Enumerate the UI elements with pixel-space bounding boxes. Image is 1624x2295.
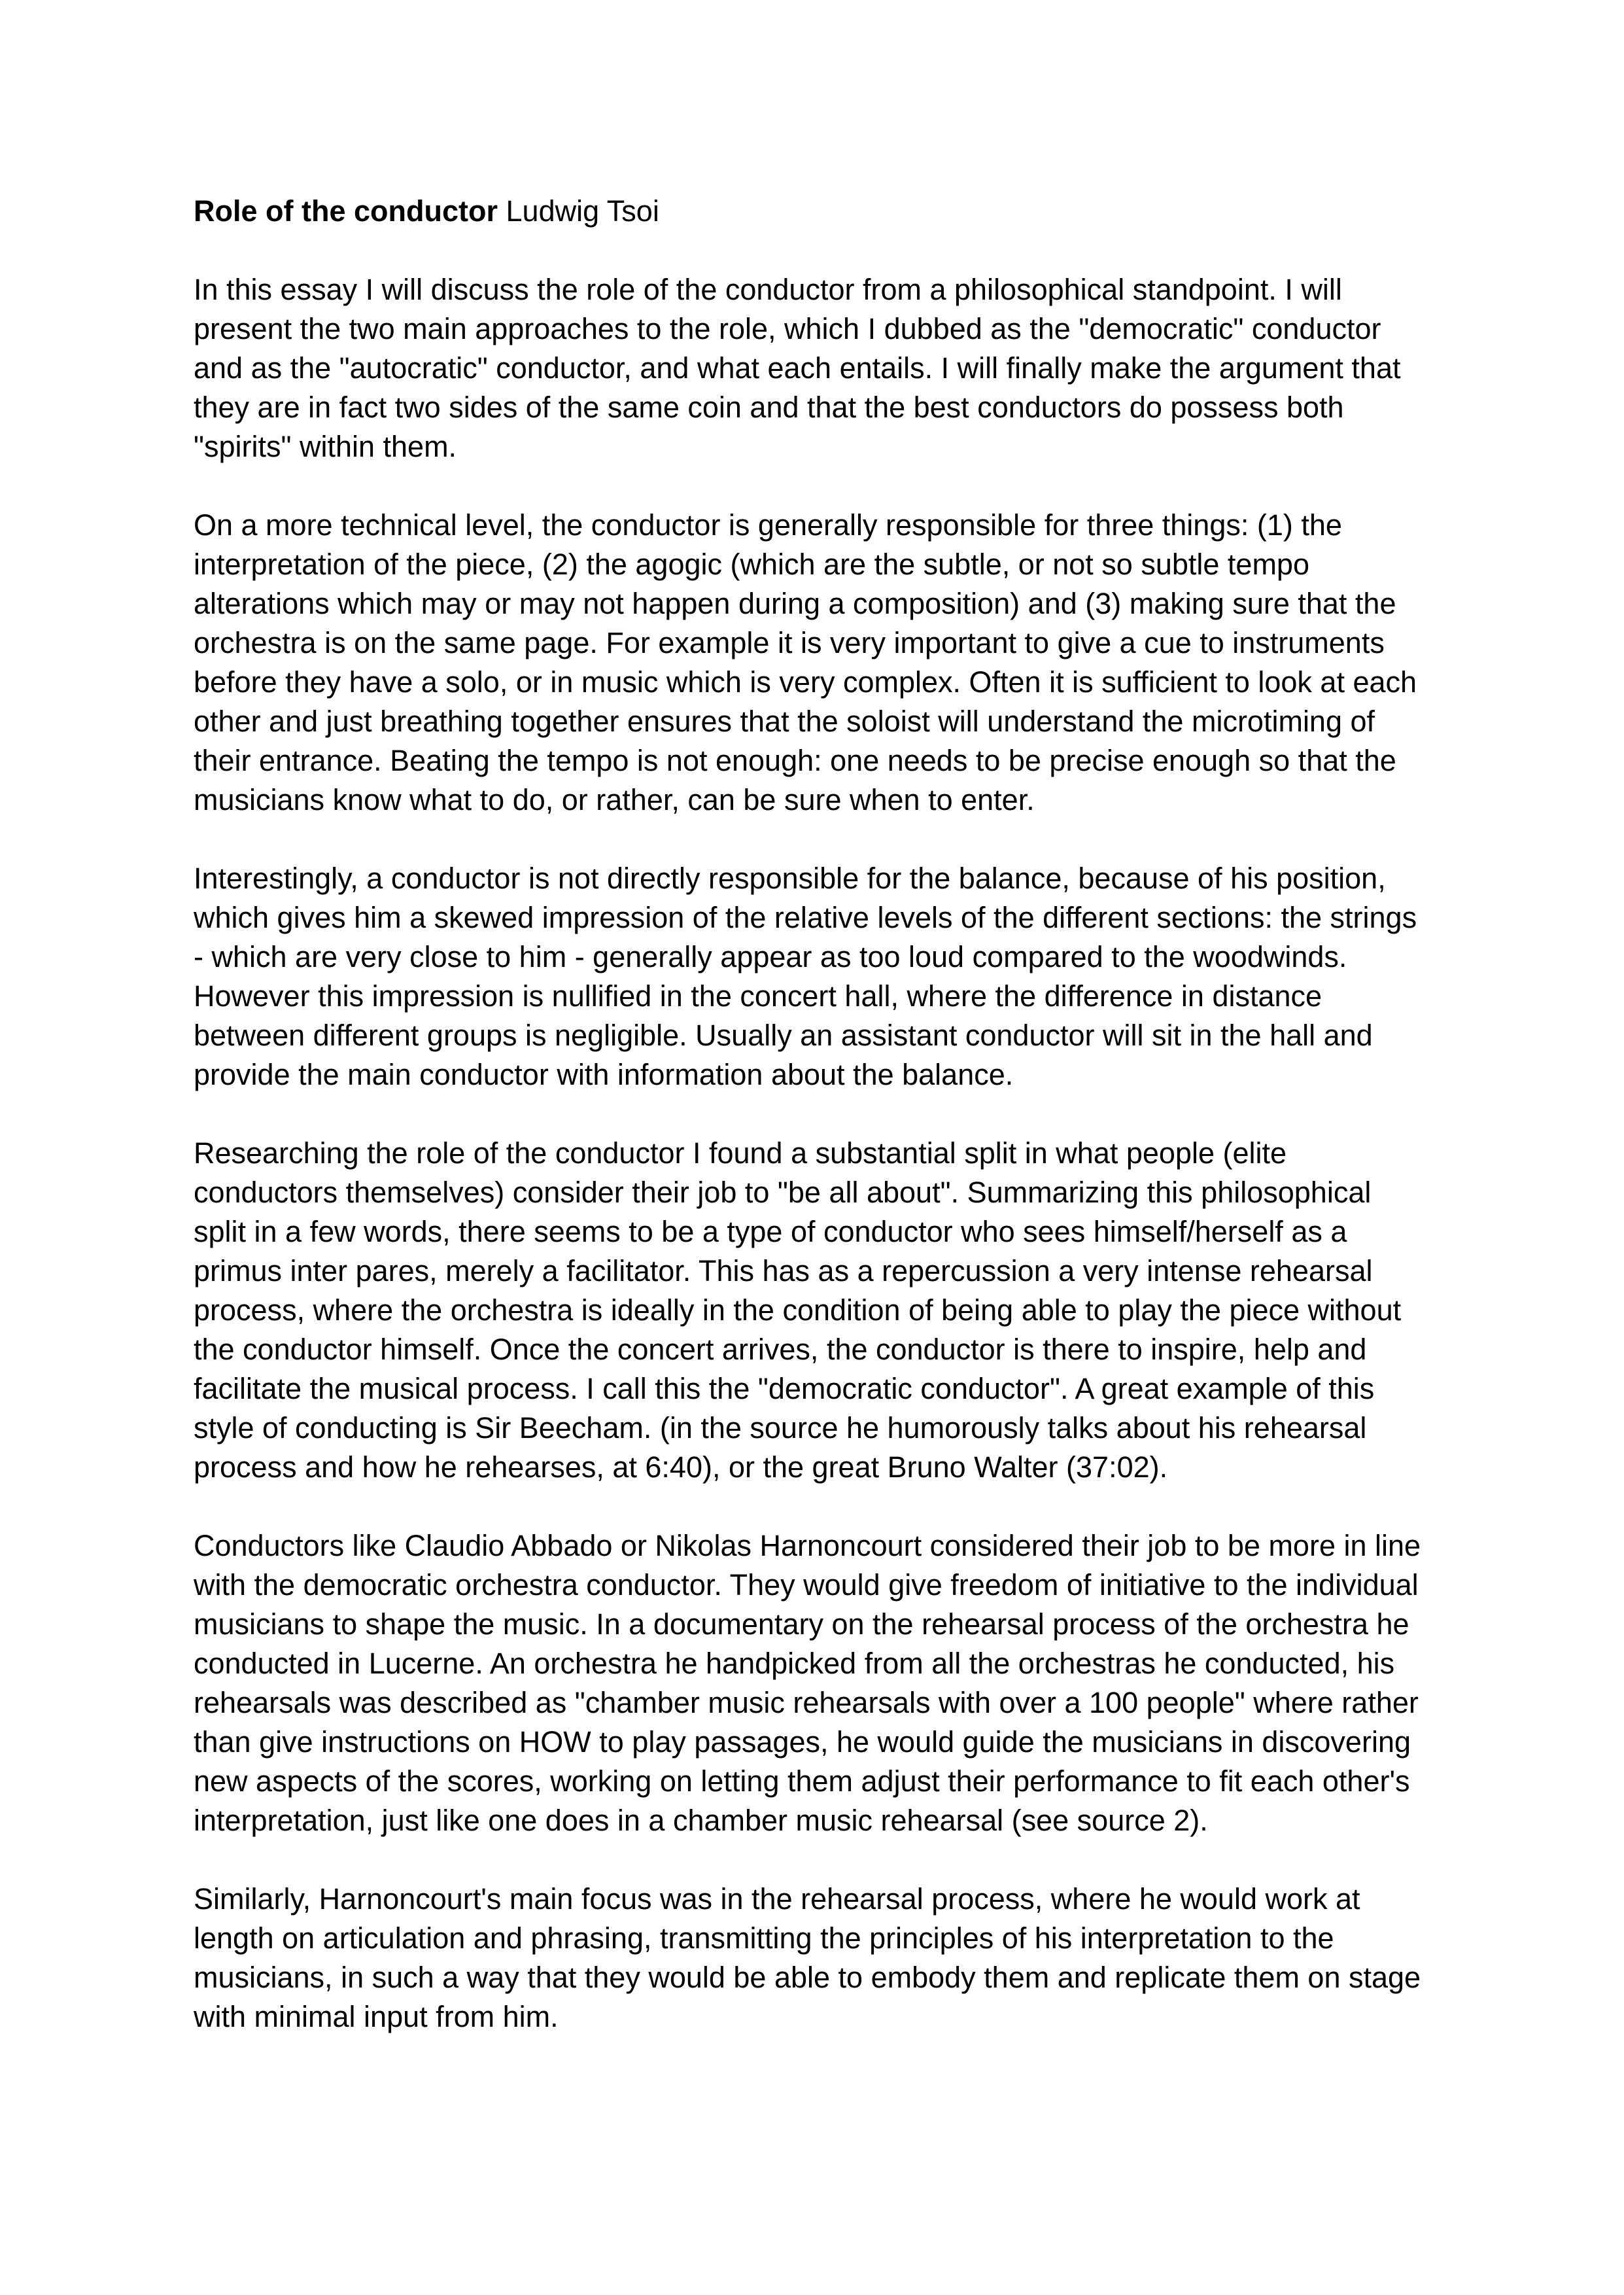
paragraph-abbado-harnoncourt: Conductors like Claudio Abbado or Nikolas Harnoncourt considered their job to be more in line with the democratic orchestra conductor. They would give freedom of initiative to the individual musicians to shape the music. In a documentary on the rehearsal process of the orchestra he conducted in Lucerne. An orchestra he handpicked from all the orchestras he conducted, his rehearsals was described as "chamber music rehearsals with over a 100 people" where rather than give instructions on HOW to play passages, he would guide the musicians in discovering new aspects of the scores, working on letting them adjust their performance to fit each other's interpretation, just like one does in a chamber music rehearsal (see source 2). <box>194 1529 1421 1837</box>
paragraph-balance: Interestingly, a conductor is not directly responsible for the balance, because of his position, which gives him a skewed impression of the relative levels of the different sections: the strings - which are very close to him - generally appear as too loud compared to the woodwinds. However this impression is nullified in the concert hall, where the difference in distance between different groups is negligible. Usually an assistant conductor will sit in the hall and provide the main conductor with information about the balance. <box>194 862 1417 1091</box>
essay-body <box>194 270 1430 2037</box>
paragraph-intro: In this essay I will discuss the role of the conductor from a philosophical standpoint. I will present the two main approaches to the role, which I dubbed as the "democratic" conductor and as the "autocratic" conductor, and what each entails. I will finally make the argument that they are in fact two sides of the same coin and that the best conductors do possess both "spirits" within them. <box>194 273 1401 463</box>
paragraph-democratic-conductor: Researching the role of the conductor I found a substantial split in what people (elite conductors themselves) consider their job to "be all about". Summarizing this philosophical split in a few words, there seems to be a type of conductor who sees himself/herself as a primus inter pares, merely a facilitator. This has as a repercussion a very intense rehearsal process, where the orchestra is ideally in the condition of being able to play the piece without the conductor himself. Once the concert arrives, the conductor is there to inspire, help and facilitate the musical process. I call this the "democratic conductor". A great example of this style of conducting is Sir Beecham. (in the source he humorously talks about his rehearsal process and how he rehearses, at 6:40), or the great Bruno Walter (37:02). <box>194 1136 1402 1484</box>
paragraph-harnoncourt-rehearsal: Similarly, Harnoncourt's main focus was in the rehearsal process, where he would work at length on articulation and phrasing, transmitting the principles of his interpretation to the musicians, in such a way that they would be able to embody them and replicate them on stage with minimal input from him. <box>194 1882 1421 2033</box>
essay-title: Role of the conductor <box>194 194 498 228</box>
essay-author: Ludwig Tsoi <box>506 194 659 228</box>
paragraph-technical-level: On a more technical level, the conductor is generally responsible for three things: (1) the interpretation of the piece, (2) the agogic (which are the subtle, or not so subtle tempo alterations which may or may not happen during a composition) and (3) making sure that the orchestra is on the same page. For example it is very important to give a cue to instruments before they have a solo, or in music which is very complex. Often it is sufficient to look at each other and just breathing together ensures that the soloist will understand the microtiming of their entrance. Beating the tempo is not enough: one needs to be precise enough so that the musicians know what to do, or rather, can be sure when to enter. <box>194 508 1417 816</box>
page-title <box>194 192 1430 231</box>
